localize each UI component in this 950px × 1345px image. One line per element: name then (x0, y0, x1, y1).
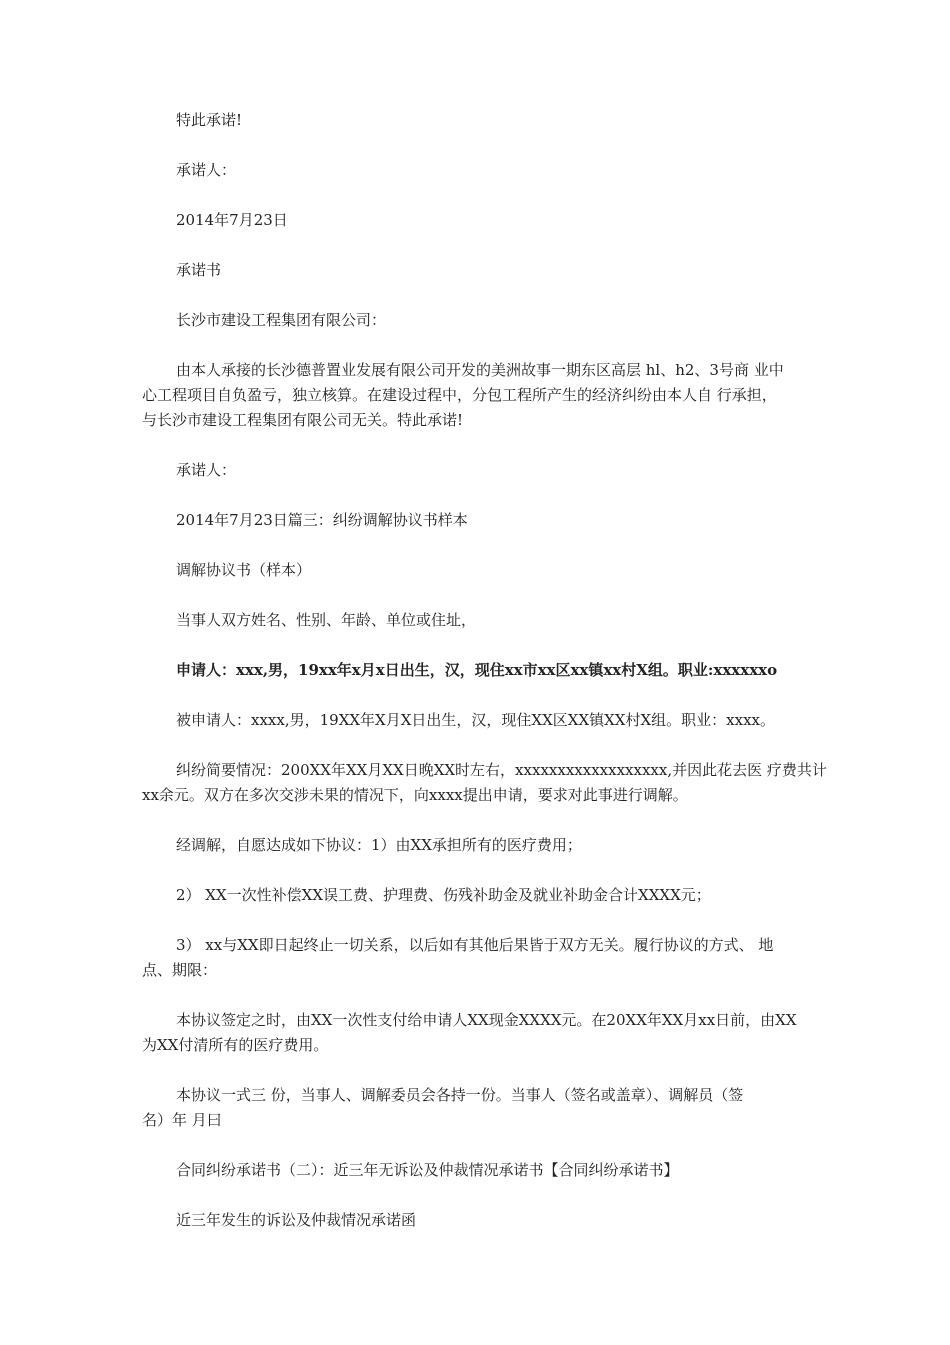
date-heading-line: 2014年7月23日篇三：纠纷调解协议书样本 (176, 511, 468, 529)
addressee: 长沙市建设工程集团有限公司： (176, 311, 387, 329)
subsection-title: 近三年发生的诉讼及仲裁情况承诺函 (176, 1211, 417, 1229)
copies-clause-line: 本协议一式三 份，当事人、调解委员会各持一份。当事人（签名或盖章）、调解员（签 (176, 1086, 744, 1104)
promisor-label: 承诺人： (176, 461, 237, 479)
applicant-line: 申请人：xxx,男，19xx年x月x日出生，汉，现住xx市xx区xx镇xx村X组。职业:xxxxxxo (176, 661, 778, 679)
body-paragraph-line: 心工程项目自负盈亏，独立核算。在建设过程中，分包工程所产生的经济纠纷由本人自 行承担， (142, 386, 777, 404)
document-title: 调解协议书（样本） (176, 561, 312, 579)
agreement-item-1: 经调解，自愿达成如下协议：1）由XX承担所有的医疗费用； (176, 836, 582, 854)
payment-terms-line: 本协议签定之时，由XX一次性支付给申请人XX现金XXXX元。在20XX年XX月xx日前，由XX (176, 1011, 797, 1029)
dispute-summary-line: xx余元。双方在多次交涉未果的情况下，向xxxx提出申请，要求对此事进行调解。 (142, 786, 688, 804)
copies-clause-line: 名）年 月曰 (142, 1111, 222, 1129)
agreement-item-3-line: 3） xx与XX即日起终止一切关系，以后如有其他后果皆于双方无关。履行协议的方式、 地 (176, 936, 774, 954)
section-heading: 合同纠纷承诺书（二）：近三年无诉讼及仲裁情况承诺书【合同纠纷承诺书】 (176, 1161, 679, 1179)
respondent-line: 被申请人：xxxx,男，19XX年X月X日出生，汉，现住XX区XX镇XX村X组。职业：xxxx。 (176, 711, 775, 729)
closing-statement: 特此承诺! (176, 111, 243, 129)
promisor-label: 承诺人： (176, 161, 237, 179)
body-paragraph-line: 与长沙市建设工程集团有限公司无关。特此承诺! (142, 411, 464, 429)
payment-terms-line: 为XX付清所有的医疗费用。 (142, 1036, 329, 1054)
section-title: 承诺书 (176, 261, 222, 279)
parties-intro: 当事人双方姓名、性别、年龄、单位或住址， (176, 611, 477, 629)
agreement-item-3-line: 点、期限： (142, 961, 218, 979)
body-paragraph-line: 由本人承接的长沙德普置业发展有限公司开发的美洲故事一期东区高层 hl、h2、3号商 业中 (176, 361, 784, 379)
date-line: 2014年7月23日 (176, 211, 288, 229)
dispute-summary-line: 纠纷简要情况：200XX年XX月XX日晚XX时左右，xxxxxxxxxxxxxxxxxx,并因此花去医 疗费共计 (176, 761, 827, 779)
agreement-item-2: 2） XX一次性补偿XX误工费、护理费、伤残补助金及就业补助金合计XXXX元； (176, 886, 711, 904)
